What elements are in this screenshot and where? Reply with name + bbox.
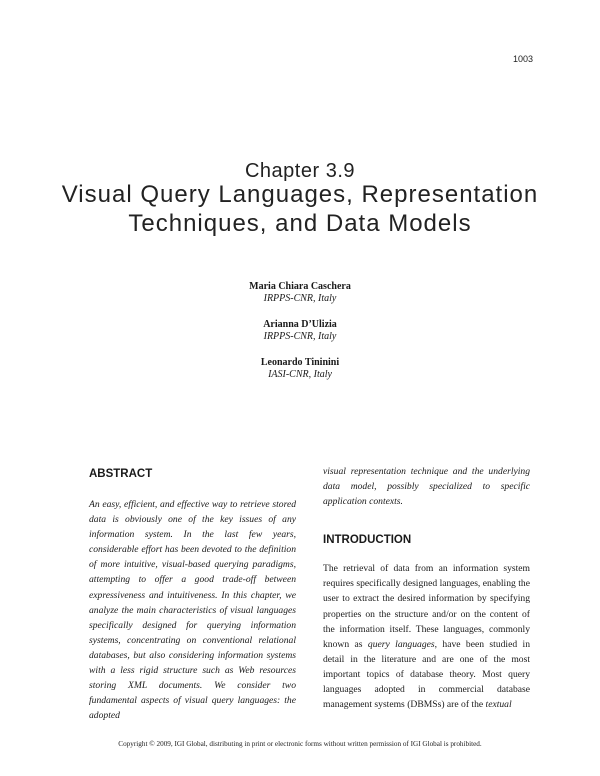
- right-column: [323, 464, 530, 712]
- abstract-text: An easy, efficient, and effective way to retrieve stored data is obviously one of the key issues of any information system. In the last few years, considerable effort has been devoted to the definition of more intuitive, visual-based querying paradigms, attempting to offer a good trade-off between expressiveness and intuitiveness. In this chapter, we analyze the main characteristics of visual languages specifically designed for querying information systems, concentrating on conventional relational databases, but also considering information systems with a less rigid structure such as Web resources storing XML documents. We consider two fundamental aspects of visual query languages: the adopted: [89, 499, 296, 722]
- author-block: [0, 319, 600, 343]
- author-affiliation: IRPPS-CNR, Italy: [263, 331, 337, 342]
- intro-term: query languages: [367, 638, 435, 650]
- page-number: 1003: [512, 54, 533, 64]
- intro-term: textual: [485, 699, 512, 711]
- author-affiliation: IASI-CNR, Italy: [268, 369, 332, 380]
- author-affiliation: IRPPS-CNR, Italy: [263, 293, 337, 304]
- abstract-text-continued: visual representation technique and the underlying data model, possibly specialized to specific application contexts.: [323, 466, 530, 508]
- chapter-title: Visual Query Languages, Representation Techniques, and Data Models: [61, 181, 539, 237]
- intro-text-part: , have been studied in detail in the literature and are one of the most important topics of database theory. Most query languages adopted in commercial database management systems (DBMSs) are of the: [323, 638, 531, 711]
- chapter-label: Chapter 3.9: [244, 160, 355, 182]
- copyright-footer: Copyright © 2009, IGI Global, distributing in print or electronic forms without written permission of IGI Global is prohibited.: [118, 740, 482, 748]
- introduction-text: [323, 561, 530, 712]
- author-name: Leonardo Tininini: [260, 357, 340, 368]
- introduction-heading: INTRODUCTION: [323, 534, 412, 547]
- author-name: Arianna D’Ulizia: [263, 319, 337, 330]
- author-name: Maria Chiara Caschera: [249, 281, 351, 292]
- intro-text-part: The retrieval of data from an information system requires specifically designed languages, enabling the user to extract the desired information by specifying properties on the structure and/or on the content of the information itself. These languages, commonly known as: [323, 563, 530, 650]
- abstract-heading: ABSTRACT: [89, 468, 153, 480]
- left-column: [89, 468, 296, 723]
- author-list: [0, 281, 600, 395]
- author-block: [0, 357, 600, 381]
- author-block: [0, 281, 600, 305]
